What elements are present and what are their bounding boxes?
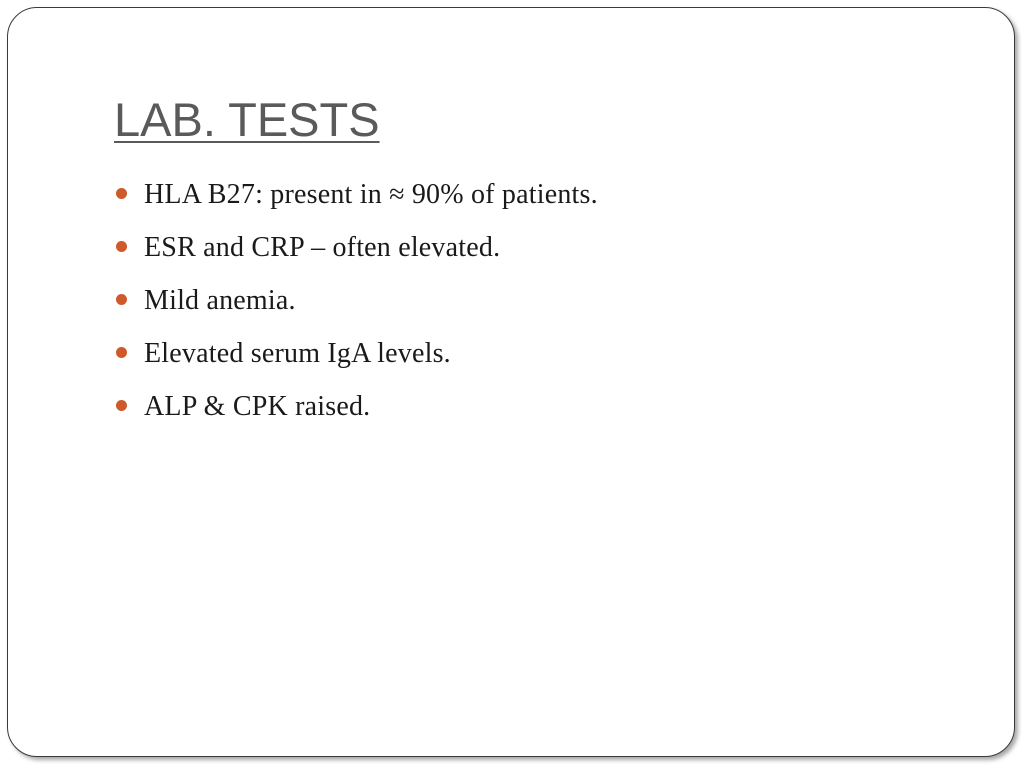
slide-title: LAB. TESTS <box>114 93 380 146</box>
list-item <box>116 168 598 221</box>
bullet-dot-icon <box>116 347 127 358</box>
list-item <box>116 327 598 380</box>
bullet-list <box>116 168 598 433</box>
bullet-dot-icon <box>116 400 127 411</box>
list-item <box>116 380 598 433</box>
list-item <box>116 274 598 327</box>
bullet-text: Elevated serum IgA levels. <box>144 337 451 369</box>
bullet-text: Mild anemia. <box>144 284 296 316</box>
bullet-text: ALP & CPK raised. <box>144 390 371 422</box>
slide-frame <box>7 7 1015 757</box>
bullet-text: HLA B27: present in ≈ 90% of patients. <box>144 178 598 210</box>
bullet-dot-icon <box>116 241 127 252</box>
bullet-dot-icon <box>116 294 127 305</box>
bullet-text: ESR and CRP – often elevated. <box>144 231 501 263</box>
list-item <box>116 221 598 274</box>
bullet-dot-icon <box>116 188 127 199</box>
